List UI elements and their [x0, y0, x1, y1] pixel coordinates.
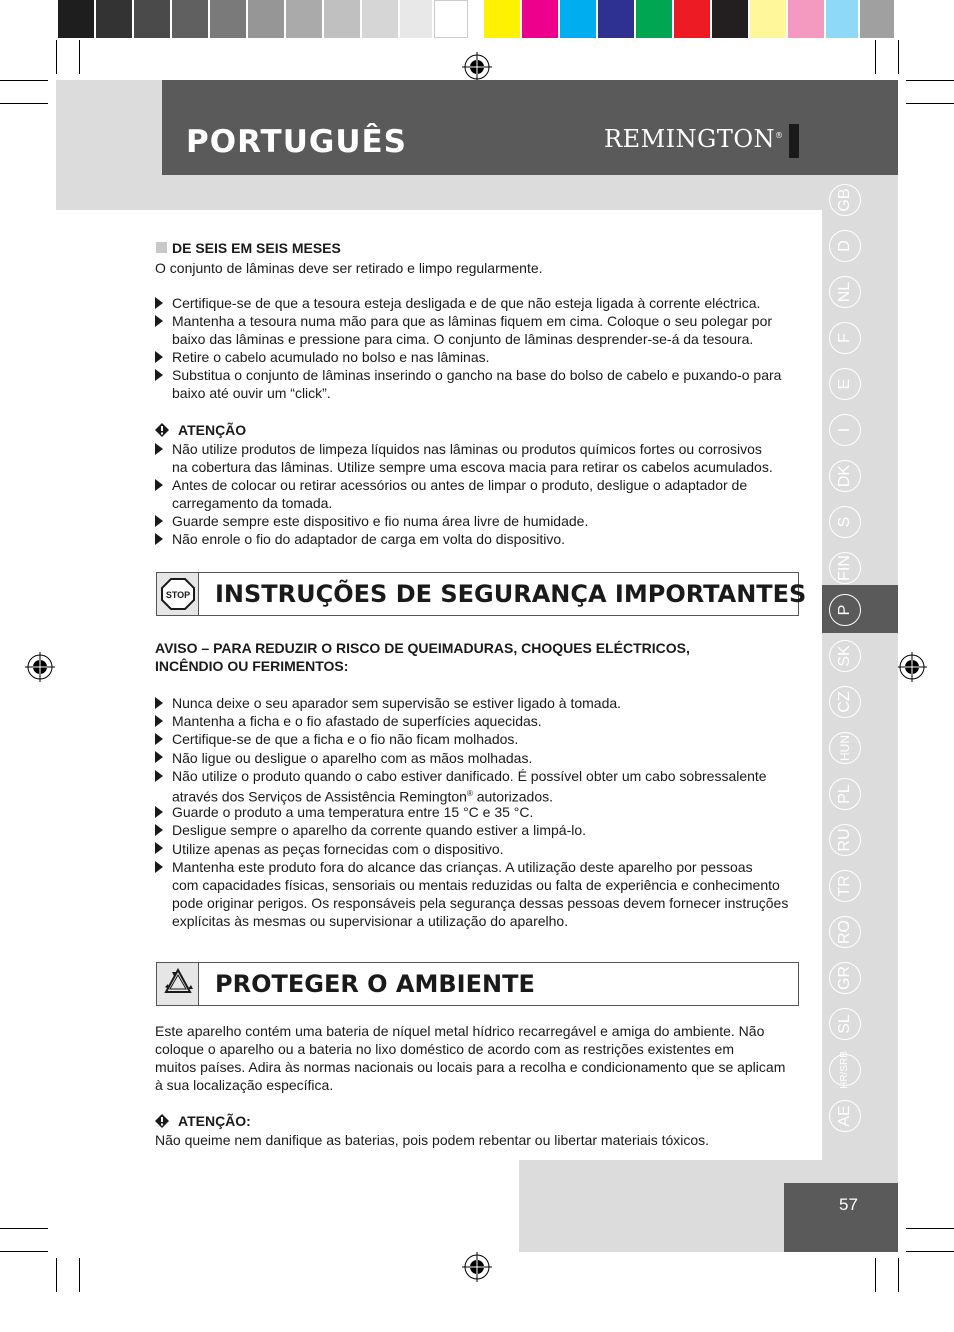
attention-heading: ATENÇÃO — [178, 422, 247, 438]
tab-gb[interactable] — [829, 184, 861, 216]
tab-gr[interactable] — [829, 962, 861, 994]
frame-panel — [162, 175, 898, 210]
swatch — [134, 0, 170, 38]
list-item: Mantenha este produto fora do alcance das crianças. A utilização deste aparelho por pessoas — [172, 859, 753, 875]
crop-mark — [875, 40, 876, 74]
tab-ru[interactable] — [829, 824, 861, 856]
stop-sign-icon — [157, 573, 199, 615]
list-item: Mantenha a tesoura numa mão para que as lâminas fiquem em cima. Coloque o seu polegar por — [172, 313, 773, 329]
tab-hr-srb[interactable] — [829, 1051, 861, 1089]
swatch — [96, 0, 132, 38]
list-item: Certifique-se de que a tesoura esteja desligada e de que não esteja ligada à corrente eléctrica. — [172, 295, 761, 311]
swatch — [248, 0, 284, 38]
list-item: Antes de colocar ou retirar acessórios ou antes de limpar o produto, desligue o adaptador de — [172, 477, 748, 493]
tab-label: SK — [836, 645, 853, 667]
brand-mark: ® — [775, 131, 784, 140]
list-item: explícitas às mesmas ou supervisionar a utilização do aparelho. — [172, 913, 569, 929]
bullet-icon — [155, 697, 163, 709]
recycle-icon — [157, 963, 199, 1005]
swatch — [598, 0, 634, 38]
swatch — [674, 0, 710, 38]
bullet-icon — [155, 351, 163, 363]
brand-logo — [604, 125, 784, 153]
crop-mark — [906, 1251, 954, 1252]
tab-s[interactable] — [829, 506, 861, 538]
tab-label: FIN — [836, 555, 853, 581]
section-title: PROTEGER O AMBIENTE — [215, 970, 535, 998]
paragraph: Não queime nem danifique as baterias, pois podem rebentar ou libertar materiais tóxicos. — [155, 1132, 710, 1148]
list-item: Não ligue ou desligue o aparelho com as mãos molhadas. — [172, 750, 533, 766]
registration-mark-icon — [25, 652, 55, 682]
tab-label: DK — [836, 464, 853, 488]
crop-mark — [0, 80, 48, 81]
tab-cz[interactable] — [829, 686, 861, 718]
bullet-icon — [155, 369, 163, 381]
registration-mark-icon — [462, 1252, 492, 1282]
swatch — [286, 0, 322, 38]
bullet-icon — [155, 806, 163, 818]
bullet-icon — [155, 715, 163, 727]
bullet-icon — [155, 443, 163, 455]
tab-p[interactable] — [829, 594, 861, 626]
frame-panel — [56, 80, 162, 210]
tab-label: SL — [836, 1014, 853, 1034]
list-item: Certifique-se de que a ficha e o fio não ficam molhados. — [172, 731, 519, 747]
page-number: 57 — [839, 1195, 858, 1214]
swatch — [400, 0, 432, 38]
list-item: carregamento da tomada. — [172, 495, 333, 511]
tab-label: F — [836, 333, 853, 343]
paragraph: O conjunto de lâminas deve ser retirado e limpo regularmente. — [155, 260, 543, 276]
bullet-icon — [155, 297, 163, 309]
list-item-text: autorizados. — [472, 788, 554, 805]
warning-icon — [155, 1114, 169, 1128]
section-heading: DE SEIS EM SEIS MESES — [172, 240, 341, 256]
list-item: Não utilize o produto quando o cabo estiver danificado. É possível obter um cabo sobressalente — [172, 768, 767, 784]
crop-mark — [56, 40, 57, 74]
swatch — [860, 0, 894, 38]
tab-e[interactable] — [829, 368, 861, 400]
swatch — [826, 0, 858, 38]
stop-icon — [157, 573, 199, 615]
stop-sign-label: STOP — [165, 590, 191, 600]
environment-section-header — [156, 962, 799, 1006]
bullet-icon — [155, 770, 163, 782]
swatch — [58, 0, 94, 38]
list-item: Retire o cabelo acumulado no bolso e nas lâminas. — [172, 349, 490, 365]
crop-mark — [0, 1251, 48, 1252]
list-item: Mantenha a ficha e o fio afastado de superfícies aquecidas. — [172, 713, 542, 729]
tab-label: HR/SRB — [839, 1051, 850, 1089]
tab-label: E — [836, 378, 853, 390]
bullet-icon — [155, 479, 163, 491]
swatch — [712, 0, 748, 38]
logo-bar — [789, 124, 799, 158]
tab-label: D — [836, 240, 853, 252]
registered-mark: ® — [466, 789, 473, 798]
list-item: Não enrole o fio do adaptador de carga em volta do dispositivo. — [172, 531, 566, 547]
swatch — [324, 0, 360, 38]
tab-label: GB — [836, 188, 853, 212]
warning-heading: AVISO – PARA REDUZIR O RISCO DE QUEIMADURAS, CHOQUES ELÉCTRICOS, — [155, 640, 690, 656]
crop-mark — [0, 1228, 48, 1229]
bullet-icon — [155, 751, 163, 763]
tab-ae[interactable] — [829, 1100, 861, 1132]
tab-d[interactable] — [829, 230, 861, 262]
registration-mark-icon — [897, 652, 927, 682]
swatch — [434, 0, 468, 38]
list-item: Utilize apenas as peças fornecidas com o dispositivo. — [172, 841, 504, 857]
swatch — [484, 0, 520, 38]
section-marker — [156, 242, 167, 253]
swatch — [788, 0, 824, 38]
attention-heading: ATENÇÃO: — [178, 1113, 251, 1129]
list-item: com capacidades físicas, sensoriais ou mentais reduzidas ou falta de experiência e conhecimento — [172, 877, 780, 893]
list-item: Substitua o conjunto de lâminas inserindo o gancho na base do bolso de cabelo e puxando-o para — [172, 367, 782, 383]
tab-label: RO — [836, 920, 853, 944]
bullet-icon — [155, 824, 163, 836]
paragraph: coloque o aparelho ou a bateria no lixo doméstico de acordo com as restrições existentes em — [155, 1041, 734, 1057]
crop-mark — [0, 103, 48, 104]
list-item: Guarde o produto a uma temperatura entre 15 °C e 35 °C. — [172, 804, 534, 820]
crop-mark — [906, 1228, 954, 1229]
tab-label: S — [836, 516, 853, 528]
crop-mark — [79, 40, 80, 74]
swatch — [636, 0, 672, 38]
list-item-text: através dos Serviços de Assistência Remington — [172, 788, 467, 805]
swatch — [522, 0, 558, 38]
list-item: Não utilize produtos de limpeza líquidos nas lâminas ou produtos químicos fortes ou corrosivos — [172, 441, 762, 457]
tab-label: HUN — [838, 735, 852, 761]
crop-mark — [906, 80, 954, 81]
tab-sl[interactable] — [829, 1008, 861, 1040]
page-title: PORTUGUÊS — [186, 124, 407, 160]
list-item: baixo das lâminas e pressione para cima. O conjunto de lâminas desprender-se-á da tesoura. — [172, 331, 754, 347]
swatch — [750, 0, 786, 38]
page-number-box — [784, 1183, 898, 1252]
tab-pl[interactable] — [829, 778, 861, 810]
list-item: Desligue sempre o aparelho da corrente quando estiver a limpá-lo. — [172, 822, 587, 838]
bullet-icon — [155, 733, 163, 745]
tab-label: P — [836, 604, 853, 616]
warning-heading: INCÊNDIO OU FERIMENTOS: — [155, 658, 349, 674]
tab-nl[interactable] — [829, 276, 861, 308]
swatch — [560, 0, 596, 38]
tab-hun[interactable] — [829, 732, 861, 764]
tab-label: RU — [836, 828, 853, 852]
tab-label: NL — [836, 281, 853, 303]
warning-icon — [155, 423, 169, 437]
swatch — [172, 0, 208, 38]
safety-section-header — [156, 572, 807, 616]
tab-label: I — [836, 427, 853, 433]
tab-label: PL — [836, 784, 853, 804]
tab-dk[interactable] — [829, 460, 861, 492]
tab-sk[interactable] — [829, 640, 861, 672]
bullet-icon — [155, 842, 163, 854]
bullet-icon — [155, 315, 163, 327]
crop-mark — [906, 103, 954, 104]
bullet-icon — [155, 515, 163, 527]
crop-mark — [875, 1258, 876, 1292]
tab-f[interactable] — [829, 322, 861, 354]
tab-tr[interactable] — [829, 870, 861, 902]
list-item: Nunca deixe o seu aparador sem supervisão se estiver ligado à tomada. — [172, 695, 622, 711]
paragraph: Este aparelho contém uma bateria de níquel metal hídrico recarregável e amiga do ambiente. Não — [155, 1023, 765, 1039]
paragraph: muitos países. Adira às normas nacionais ou locais para a recolha e condicionamento que se aplicam — [155, 1059, 786, 1075]
recycle-symbol-icon — [157, 963, 199, 1005]
list-item: pode originar perigos. Os responsáveis pela segurança dessas pessoas devem fornecer instruções — [172, 895, 789, 911]
list-item: na cobertura das lâminas. Utilize sempre uma escova macia para retirar os cabelos acumulados. — [172, 459, 773, 475]
crop-mark — [898, 40, 899, 74]
crop-mark — [898, 1258, 899, 1292]
paragraph: à sua localização específica. — [155, 1077, 334, 1093]
brand-name: REMINGTON — [604, 125, 775, 153]
tab-label: GR — [836, 966, 853, 990]
list-item: baixo até ouvir um “click”. — [172, 385, 331, 401]
tab-ro[interactable] — [829, 916, 861, 948]
tab-fin[interactable] — [829, 552, 861, 584]
tab-label: TR — [836, 875, 853, 897]
tab-i[interactable] — [829, 414, 861, 446]
crop-mark — [56, 1258, 57, 1292]
list-item: Guarde sempre este dispositivo e fio numa área livre de humidade. — [172, 513, 589, 529]
tab-label: CZ — [836, 691, 853, 713]
crop-mark — [79, 1258, 80, 1292]
swatch — [362, 0, 398, 38]
bullet-icon — [155, 861, 163, 873]
section-title: INSTRUÇÕES DE SEGURANÇA IMPORTANTES — [215, 580, 807, 608]
swatch — [210, 0, 246, 38]
tab-label: AE — [836, 1105, 853, 1127]
bullet-icon — [155, 533, 163, 545]
registration-mark-icon — [462, 52, 492, 82]
